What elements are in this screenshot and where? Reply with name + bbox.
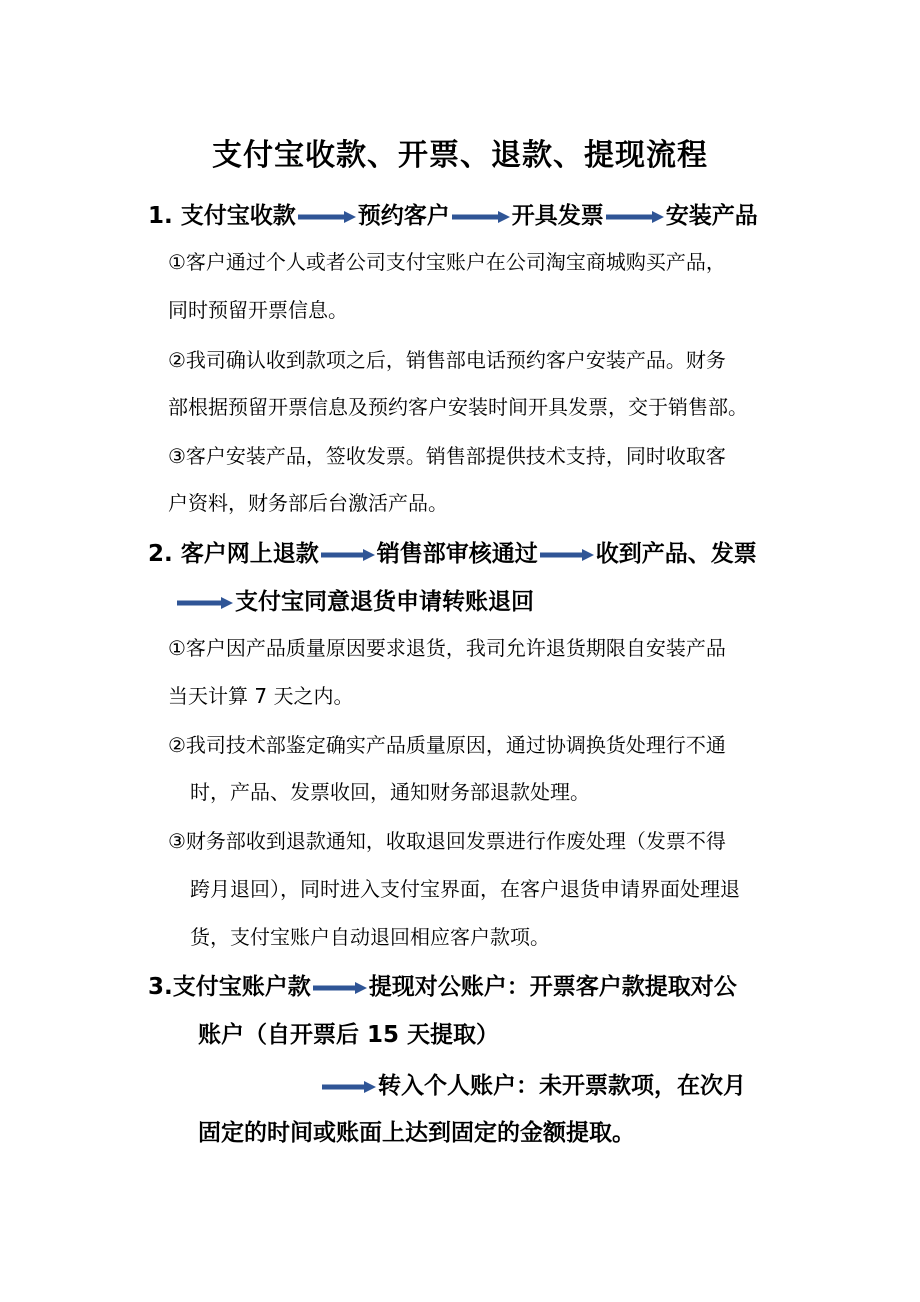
s1-paragraph-1-line-1: ①客户通过个人或者公司支付宝账户在公司淘宝商城购买产品， xyxy=(168,250,726,274)
s1-paragraph-3-line-1: ③客户安装产品，签收发票。销售部提供技术支持，同时收取客 xyxy=(168,444,726,468)
step-alipay-balance: 3.支付宝账户款 xyxy=(148,974,311,1000)
right-arrow-icon xyxy=(540,549,594,561)
step-alipay-payment: 1. 支付宝收款 xyxy=(148,203,296,229)
step-book-customer: 预约客户 xyxy=(357,203,450,229)
page-title: 支付宝收款、开票、退款、提现流程 xyxy=(212,138,708,173)
right-arrow-icon xyxy=(452,211,510,223)
step-sales-approve: 销售部审核通过 xyxy=(376,541,538,567)
branch-corporate-withdraw: 提现对公账户：开票客户款提取对公 xyxy=(368,974,737,1000)
right-arrow-icon xyxy=(321,549,375,561)
right-arrow-icon xyxy=(606,211,664,223)
section2-heading xyxy=(148,535,757,568)
step-receive-goods: 收到产品、发票 xyxy=(595,541,757,567)
section1-heading xyxy=(148,197,758,230)
section3-heading xyxy=(148,968,737,1001)
step-issue-invoice: 开具发票 xyxy=(511,203,604,229)
s1-paragraph-3-line-2: 户资料，财务部后台激活产品。 xyxy=(168,491,448,515)
right-arrow-icon xyxy=(177,597,233,609)
s1-paragraph-2-line-2: 部根据预留开票信息及预约客户安装时间开具发票，交于销售部。 xyxy=(168,395,748,419)
step-alipay-refund: 支付宝同意退货申请转账退回 xyxy=(235,589,534,615)
section3-branch-2 xyxy=(320,1067,746,1100)
right-arrow-icon xyxy=(313,982,367,994)
s2-paragraph-1-line-1: ①客户因产品质量原因要求退货，我司允许退货期限自安装产品 xyxy=(168,636,726,660)
s2-paragraph-2-line-2: 时，产品、发票收回，通知财务部退款处理。 xyxy=(190,780,590,804)
step-online-refund: 2. 客户网上退款 xyxy=(148,541,319,567)
right-arrow-icon xyxy=(322,1081,376,1093)
s2-paragraph-3-line-1: ③财务部收到退款通知，收取退回发票进行作废处理（发票不得 xyxy=(168,829,726,853)
step-install-product: 安装产品 xyxy=(665,203,758,229)
s2-paragraph-2-line-1: ②我司技术部鉴定确实产品质量原因，通过协调换货处理行不通 xyxy=(168,733,726,757)
s2-paragraph-3-line-2: 跨月退回），同时进入支付宝界面，在客户退货申请界面处理退 xyxy=(190,877,740,901)
branch-personal-transfer-line-2: 固定的时间或账面上达到固定的金额提取。 xyxy=(198,1120,635,1146)
s2-paragraph-1-line-2: 当天计算 7 天之内。 xyxy=(168,684,354,708)
s1-paragraph-1-line-2: 同时预留开票信息。 xyxy=(168,298,348,322)
s2-paragraph-3-line-3: 货，支付宝账户自动退回相应客户款项。 xyxy=(190,925,550,949)
s1-paragraph-2-line-1: ②我司确认收到款项之后，销售部电话预约客户安装产品。财务 xyxy=(168,348,726,372)
branch-corporate-withdraw-line-2: 账户（自开票后 15 天提取） xyxy=(198,1022,500,1048)
right-arrow-icon xyxy=(298,211,356,223)
section2-heading-cont xyxy=(175,583,534,616)
branch-personal-transfer: 转入个人账户：未开票款项，在次月 xyxy=(378,1073,746,1099)
